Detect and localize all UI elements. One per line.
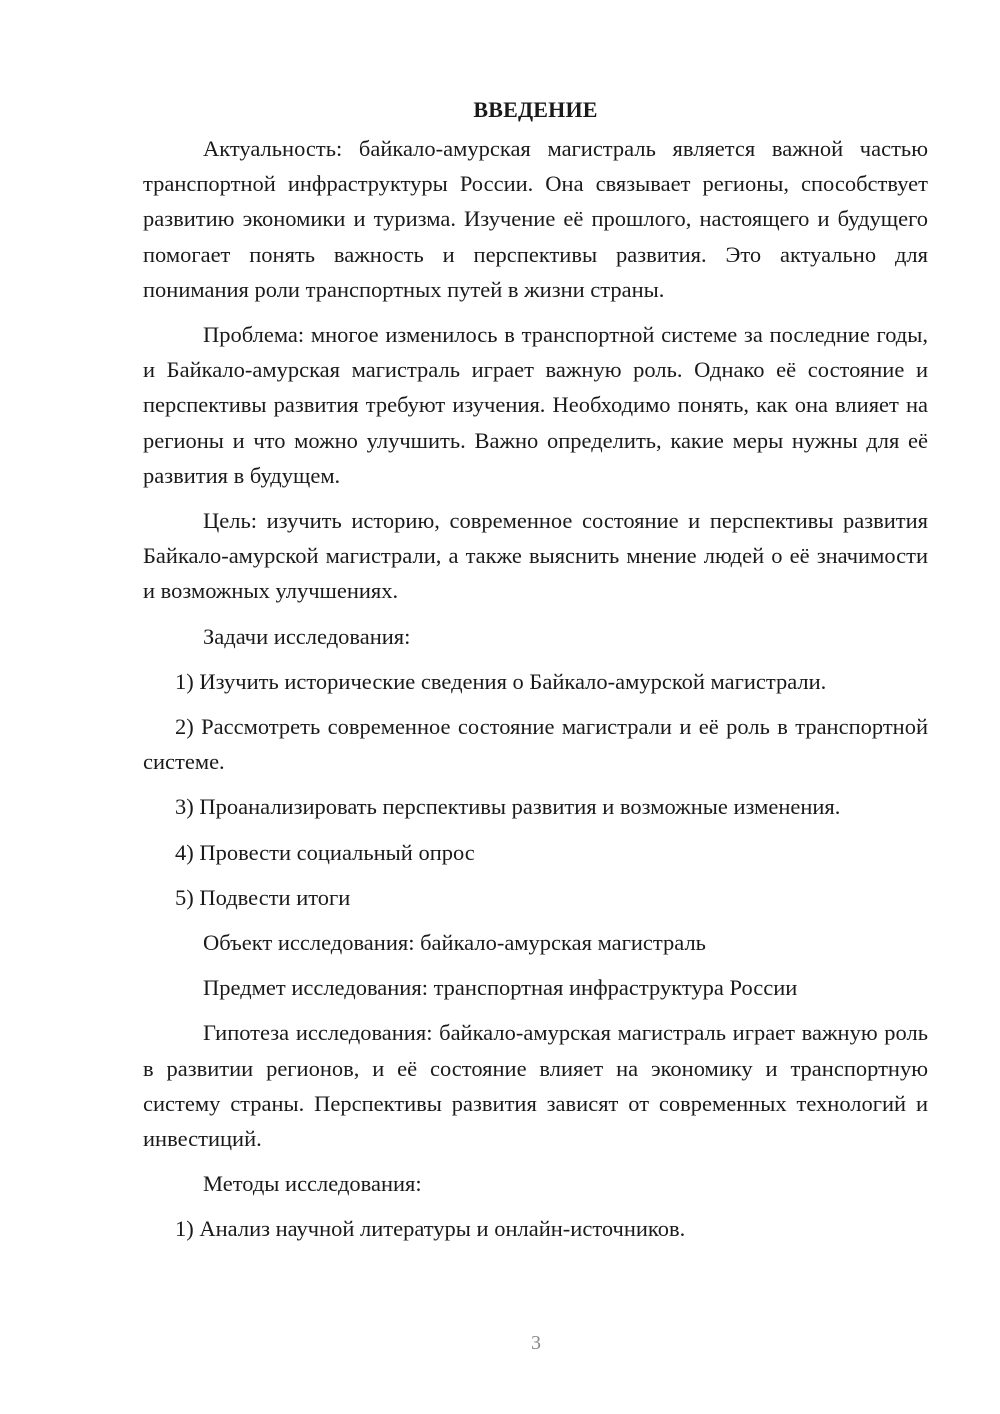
section-title: ВВЕДЕНИЕ (473, 97, 598, 122)
task-item-4: 4) Провести социальный опрос (175, 839, 475, 865)
methods-heading: Методы исследования: (203, 1171, 422, 1197)
task-item-3: 3) Проанализировать перспективы развития и возможные изменения. (175, 794, 841, 820)
task-item-2: 2) Рассмотреть современное состояние магистрали и её роль в транспортной системе. (143, 714, 928, 775)
task-item-1: 1) Изучить исторические сведения о Байкало-амурской магистрали. (175, 668, 827, 694)
tasks-heading: Задачи исследования: (203, 623, 411, 649)
problem-paragraph: Проблема: многое изменилось в транспортной системе за последние годы, и Байкало-амурская магистраль играет важную роль. Однако её состояние и перспективы развития требуют изучения. Необходимо понять, как она влияет на регионы и что можно улучшить. Важно определить, какие меры нужны для её развития в будущем. (143, 322, 928, 488)
method-item-1: 1) Анализ научной литературы и онлайн-источников. (175, 1216, 686, 1242)
relevance-paragraph: Актуальность: байкало-амурская магистраль является важной частью транспортной инфраструктуры России. Она связывает регионы, способствует развитию экономики и туризма. Изучение её прошлого, настоящего и будущего помогает понять важность и перспективы развития. Это актуально для понимания роли транспортных путей в жизни страны. (143, 136, 928, 302)
goal-paragraph: Цель: изучить историю, современное состояние и перспективы развития Байкало-амурской магистрали, а также выяснить мнение людей о её значимости и возможных улучшениях. (143, 508, 928, 604)
hypothesis-paragraph: Гипотеза исследования: байкало-амурская магистраль играет важную роль в развитии регионов, и её состояние влияет на экономику и транспортную систему страны. Перспективы развития зависят от современных технологий и инвестиций. (143, 1020, 928, 1152)
page-number: 3 (531, 1332, 541, 1354)
research-object: Объект исследования: байкало-амурская магистраль (203, 930, 706, 956)
task-item-5: 5) Подвести итоги (175, 884, 351, 910)
document-body (143, 92, 928, 1257)
research-subject: Предмет исследования: транспортная инфраструктура России (203, 975, 798, 1001)
